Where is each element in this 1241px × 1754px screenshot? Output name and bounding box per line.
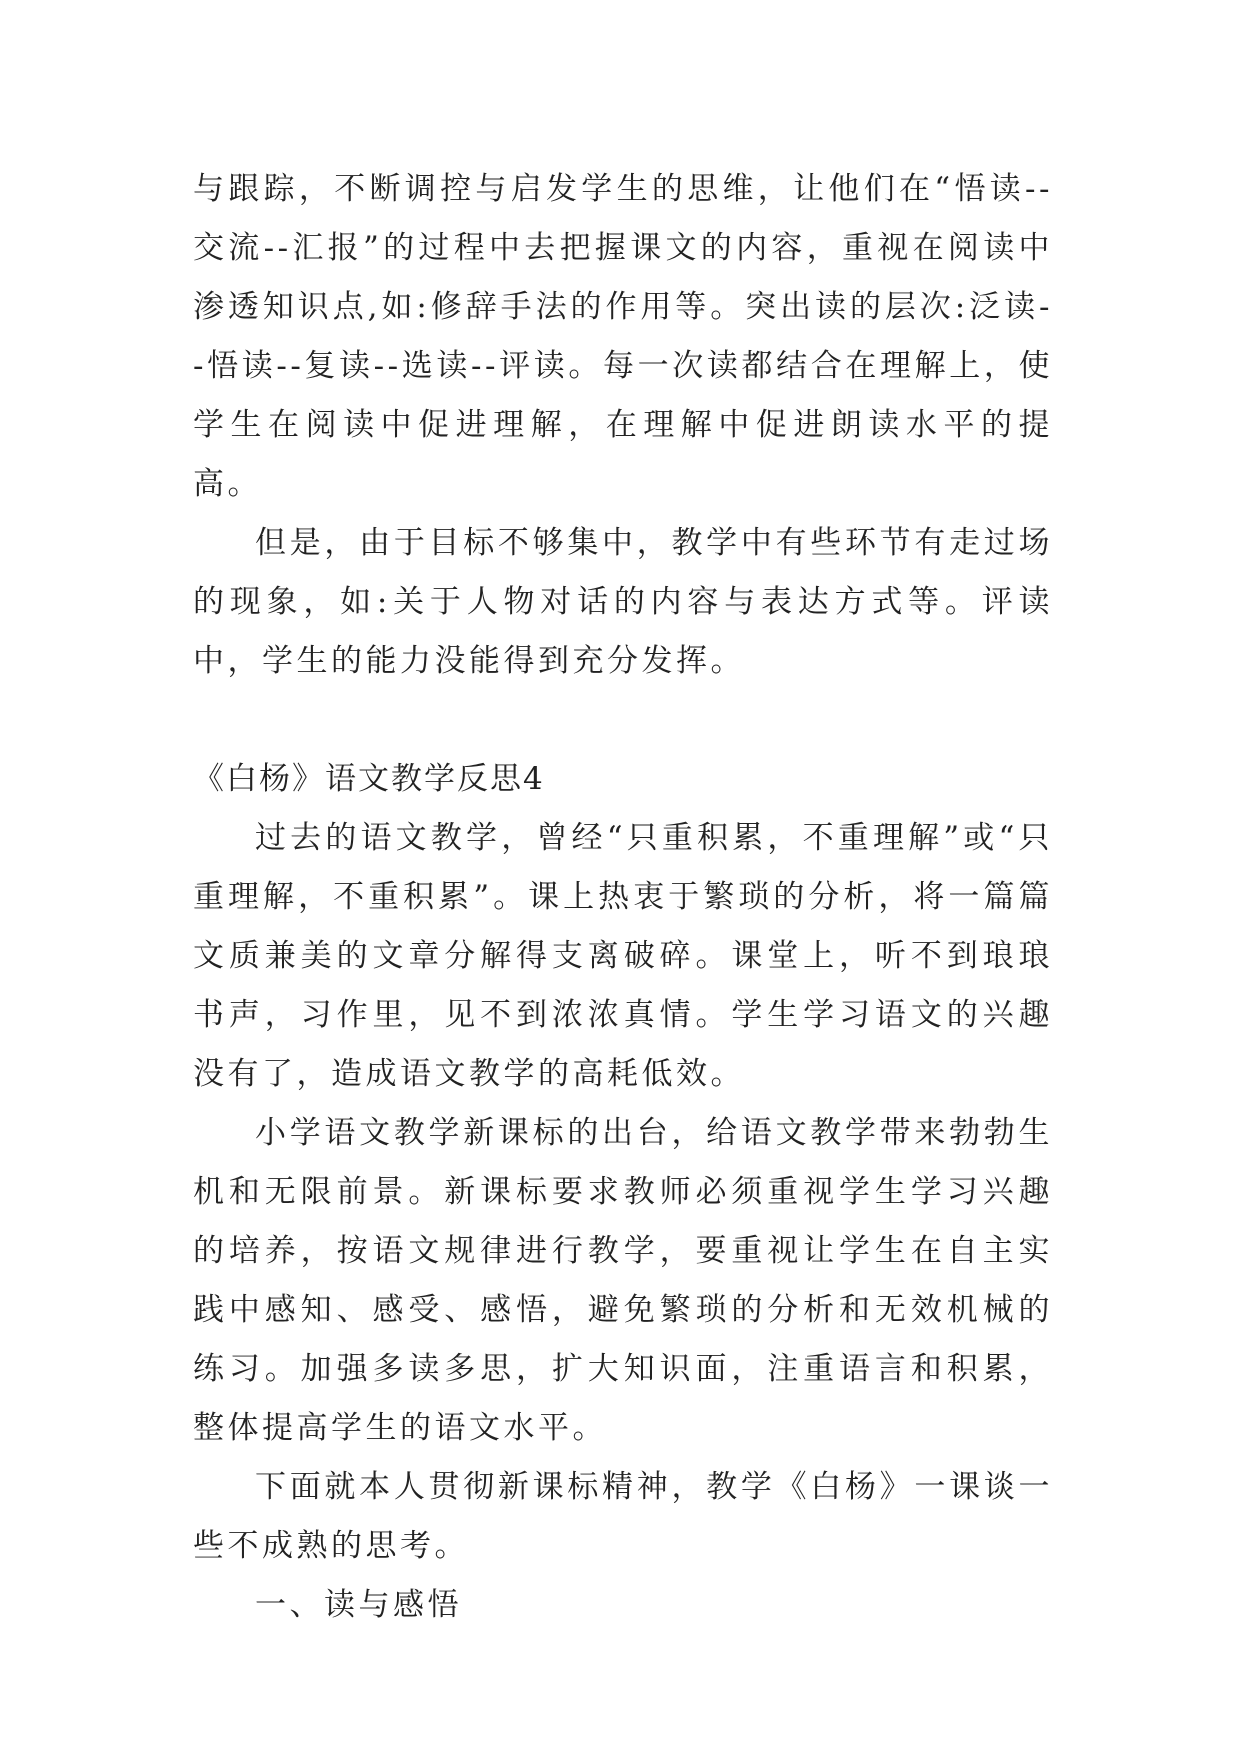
document-body xyxy=(193,160,1053,1635)
body-paragraph: 与跟踪，不断调控与启发学生的思维，让他们在“悟读--交流--汇报”的过程中去把握课文的内容，重视在阅读中渗透知识点,如:修辞手法的作用等。突出读的层次:泛读--悟读--复读--选读--评读。每一次读都结合在理解上，使学生在阅读中促进理解，在理解中促进朗读水平的提高。 xyxy=(193,171,1053,502)
body-paragraph: 但是，由于目标不够集中，教学中有些环节有走过场的现象，如:关于人物对话的内容与表达方式等。评读中，学生的能力没能得到充分发挥。 xyxy=(193,525,1053,679)
body-paragraph: 下面就本人贯彻新课标精神，教学《白杨》一课谈一些不成熟的思考。 xyxy=(193,1469,1053,1564)
subsection-heading: 一、读与感悟 xyxy=(255,1587,462,1623)
section-heading: 《白杨》语文教学反思4 xyxy=(193,761,545,797)
body-paragraph: 过去的语文教学，曾经“只重积累，不重理解”或“只重理解，不重积累”。课上热衷于繁琐的分析，将一篇篇文质兼美的文章分解得支离破碎。课堂上，听不到琅琅书声，习作里，见不到浓浓真情。学生学习语文的兴趣没有了，造成语文教学的高耗低效。 xyxy=(193,820,1053,1092)
body-paragraph: 小学语文教学新课标的出台，给语文教学带来勃勃生机和无限前景。新课标要求教师必须重视学生学习兴趣的培养，按语文规律进行教学，要重视让学生在自主实践中感知、感受、感悟，避免繁琐的分析和无效机械的练习。加强多读多思，扩大知识面，注重语言和积累，整体提高学生的语文水平。 xyxy=(193,1115,1053,1446)
